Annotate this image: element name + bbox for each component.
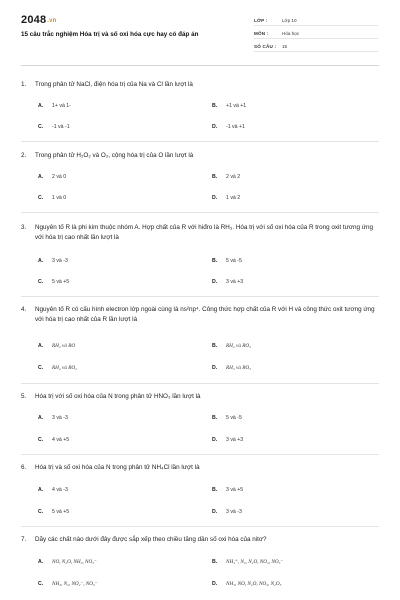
option-letter: B. bbox=[212, 103, 218, 109]
option-text: RH₂ và RO bbox=[52, 343, 76, 349]
option-d[interactable] bbox=[212, 437, 243, 443]
meta-key: LỚP : bbox=[254, 18, 268, 23]
option-text: RH₄ và RO₂ bbox=[52, 365, 77, 371]
option-b[interactable] bbox=[212, 258, 242, 264]
option-text: 1+ và 1- bbox=[52, 103, 71, 109]
question-text: Dãy các chất nào dưới đây được sắp xếp theo chiều tăng dần số oxi hóa của nitơ? bbox=[35, 536, 267, 543]
option-c[interactable] bbox=[38, 124, 70, 130]
meta-key: SỐ CÂU : bbox=[254, 44, 277, 49]
option-text: +1 và +1 bbox=[226, 103, 247, 109]
option-c[interactable] bbox=[38, 581, 98, 587]
option-text: 4 và +5 bbox=[52, 437, 70, 443]
option-text: 5 và -5 bbox=[226, 415, 242, 421]
option-text: 5 và -5 bbox=[226, 258, 242, 264]
option-c[interactable] bbox=[38, 195, 66, 201]
option-text: NH₃, N₂, NO₂⁻, NO₃⁻ bbox=[52, 581, 98, 587]
question-divider bbox=[21, 141, 379, 142]
option-letter: B. bbox=[212, 415, 218, 421]
option-text: 5 và +5 bbox=[52, 279, 70, 285]
option-letter: D. bbox=[212, 195, 218, 201]
option-letter: C. bbox=[38, 124, 44, 130]
option-text: 5 và +5 bbox=[52, 509, 70, 515]
question-divider bbox=[21, 526, 379, 527]
option-text: 3 và -3 bbox=[226, 509, 242, 515]
option-text: NH₄⁺, N₂, N₂O, NO₂, NO₃⁻ bbox=[226, 559, 284, 565]
option-d[interactable] bbox=[212, 195, 240, 201]
question-divider bbox=[21, 296, 379, 297]
question-6 bbox=[21, 463, 378, 473]
option-letter: A. bbox=[38, 559, 44, 565]
question-number: 7. bbox=[21, 536, 27, 543]
option-c[interactable] bbox=[38, 509, 69, 515]
option-b[interactable] bbox=[212, 103, 246, 109]
question-number: 3. bbox=[21, 224, 27, 231]
option-letter: B. bbox=[212, 343, 218, 349]
option-text: 4 và -3 bbox=[52, 487, 68, 493]
option-letter: D. bbox=[212, 581, 218, 587]
option-text: -1 và +1 bbox=[226, 124, 245, 130]
meta-value: 15 bbox=[282, 44, 288, 49]
question-number: 5. bbox=[21, 393, 27, 400]
option-b[interactable] bbox=[212, 343, 251, 349]
option-letter: B. bbox=[212, 174, 218, 180]
option-letter: C. bbox=[38, 509, 44, 515]
option-b[interactable] bbox=[212, 559, 283, 565]
question-text: Hóa trị và số oxi hóa của N trong phân tử NH₄Cl lần lượt là bbox=[35, 464, 200, 471]
question-number: 2. bbox=[21, 152, 27, 159]
option-letter: A. bbox=[38, 103, 44, 109]
option-letter: C. bbox=[38, 437, 44, 443]
option-a[interactable] bbox=[38, 415, 68, 421]
option-text: -1 và -1 bbox=[52, 124, 70, 130]
option-d[interactable] bbox=[212, 365, 251, 371]
question-number: 6. bbox=[21, 464, 27, 471]
divider bbox=[254, 51, 378, 52]
option-text: 3 và +5 bbox=[226, 487, 244, 493]
meta-value: Hóa học bbox=[282, 31, 300, 36]
option-letter: A. bbox=[38, 343, 44, 349]
option-a[interactable] bbox=[38, 103, 71, 109]
logo-suffix: .vn bbox=[47, 18, 57, 24]
option-b[interactable] bbox=[212, 487, 243, 493]
option-a[interactable] bbox=[38, 343, 75, 349]
question-divider bbox=[21, 454, 379, 455]
question-7 bbox=[21, 535, 378, 545]
meta-key: MÔN : bbox=[254, 31, 269, 36]
option-letter: B. bbox=[212, 559, 218, 565]
option-text: RH₃ và RO₃ bbox=[226, 365, 251, 371]
question-1 bbox=[21, 80, 378, 90]
question-text: Nguyên tố R là phi kim thuộc nhóm A. Hợp chất của R với hiđro là RH₃. Hóa trị với số oxi hóa của R trong oxit tương ứng với hóa trị cao nhất lần lượt là bbox=[35, 224, 373, 241]
option-d[interactable] bbox=[212, 581, 281, 587]
option-letter: C. bbox=[38, 195, 44, 201]
option-d[interactable] bbox=[212, 279, 243, 285]
option-letter: B. bbox=[212, 487, 218, 493]
option-text: 3 và +3 bbox=[226, 279, 244, 285]
header-divider bbox=[21, 65, 379, 66]
option-c[interactable] bbox=[38, 437, 69, 443]
option-letter: C. bbox=[38, 365, 44, 371]
option-text: 1 và 0 bbox=[52, 195, 67, 201]
option-letter: A. bbox=[38, 487, 44, 493]
question-text: Hóa trị với số oxi hóa của N trong phân tử HNO₃ lần lượt là bbox=[35, 393, 201, 400]
option-letter: D. bbox=[212, 124, 218, 130]
question-3 bbox=[21, 223, 378, 242]
option-d[interactable] bbox=[212, 509, 242, 515]
option-text: 2 và 0 bbox=[52, 174, 67, 180]
option-letter: A. bbox=[38, 174, 44, 180]
option-text: RH₂ và RO₃ bbox=[226, 343, 251, 349]
option-text: 3 và -3 bbox=[52, 258, 68, 264]
option-b[interactable] bbox=[212, 174, 240, 180]
option-text: 3 và -3 bbox=[52, 415, 68, 421]
divider bbox=[254, 38, 378, 39]
option-text: 3 và +3 bbox=[226, 437, 244, 443]
question-number: 1. bbox=[21, 81, 27, 88]
meta-value: Lớp 10 bbox=[282, 18, 297, 23]
divider bbox=[254, 25, 378, 26]
question-4 bbox=[21, 305, 378, 324]
option-a[interactable] bbox=[38, 258, 68, 264]
option-c[interactable] bbox=[38, 279, 69, 285]
option-text: 2 và 2 bbox=[226, 174, 241, 180]
option-letter: D. bbox=[212, 509, 218, 515]
option-a[interactable] bbox=[38, 174, 66, 180]
option-text: NH₃, NO, N₂O, NO₂, N₂O₅ bbox=[226, 581, 282, 587]
option-letter: D. bbox=[212, 365, 218, 371]
option-d[interactable] bbox=[212, 124, 245, 130]
question-2 bbox=[21, 151, 378, 161]
option-letter: C. bbox=[38, 279, 44, 285]
site-logo[interactable] bbox=[21, 14, 57, 26]
question-5 bbox=[21, 392, 378, 402]
option-a[interactable] bbox=[38, 559, 97, 565]
option-letter: D. bbox=[212, 279, 218, 285]
question-number: 4. bbox=[21, 306, 27, 313]
option-b[interactable] bbox=[212, 415, 242, 421]
option-letter: C. bbox=[38, 581, 44, 587]
question-text: Nguyên tố R có cấu hình electron lớp ngoài cùng là ns²np⁴. Công thức hợp chất của R với H và công thức oxit tương ứng với hóa trị cao nhất của R lần lượt là bbox=[35, 306, 375, 323]
option-a[interactable] bbox=[38, 487, 68, 493]
option-text: 1 và 2 bbox=[226, 195, 241, 201]
option-letter: D. bbox=[212, 437, 218, 443]
page-title: 15 câu trắc nghiệm Hóa trị và số oxi hóa cực hay có đáp án bbox=[21, 31, 199, 38]
logo-text: 2048 bbox=[21, 14, 47, 26]
option-text: NO, N₂O, NH₃, NO₃⁻ bbox=[52, 559, 97, 565]
option-letter: A. bbox=[38, 415, 44, 421]
question-divider bbox=[21, 383, 379, 384]
option-c[interactable] bbox=[38, 365, 77, 371]
question-text: Trong phân tử NaCl, điện hóa trị của Na và Cl lần lượt là bbox=[35, 81, 193, 88]
question-divider bbox=[21, 212, 379, 213]
option-letter: A. bbox=[38, 258, 44, 264]
question-text: Trong phân tử H₂O₂ và O₂, cộng hóa trị của O lần lượt là bbox=[35, 152, 194, 159]
option-letter: B. bbox=[212, 258, 218, 264]
